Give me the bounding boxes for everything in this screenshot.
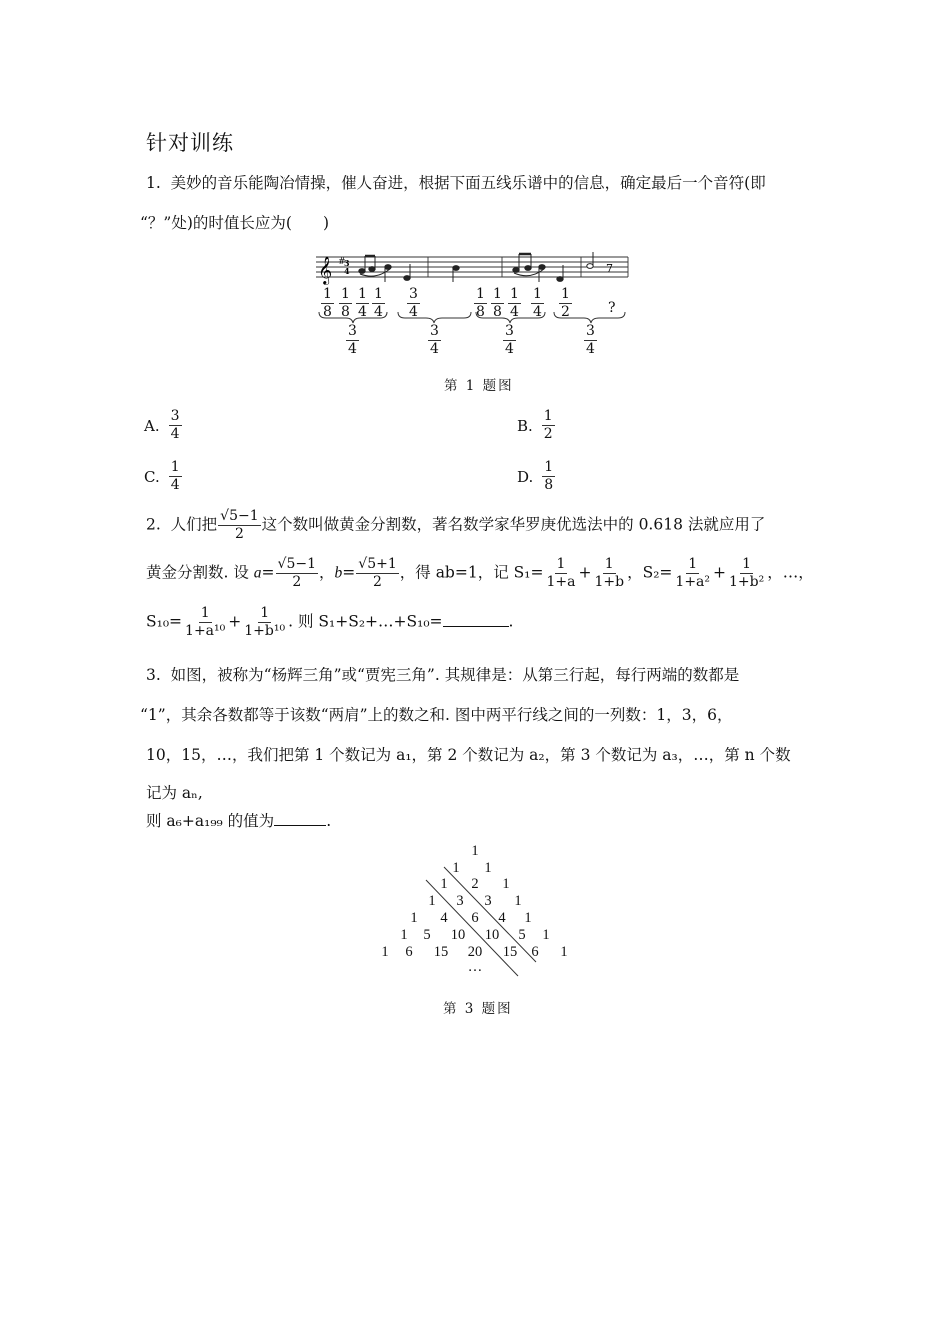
q2-line1	[146, 508, 765, 543]
b-fraction: $\frac{√5+1}{2}$	[358, 556, 397, 590]
svg-text:𝄞: 𝄞	[318, 256, 333, 284]
fraction: $\frac{1}{\text{1+a²}}$	[675, 556, 711, 590]
fraction: $\frac{1}{1+a}$	[546, 556, 576, 590]
q3-line3: 10，15，…，我们把第 1 个数记为 a₁，第 2 个数记为 a₂，第 3 个数记为 a₃，…，第 n 个数	[146, 746, 791, 764]
q2-number: 2.	[146, 515, 161, 534]
option-label: C.	[144, 467, 160, 486]
music-score-image	[316, 252, 630, 286]
option-c[interactable]	[144, 459, 183, 494]
measure-total: $\frac{3}{4}$	[586, 323, 595, 357]
a-fraction: $\frac{√5-1}{2}$	[277, 556, 317, 590]
music-staff	[316, 252, 630, 286]
fraction: $\frac{1}{\text{1+b²}}$	[729, 556, 765, 590]
answer-blank[interactable]	[443, 612, 509, 627]
fraction: $\frac{1}{1+b}$	[594, 556, 625, 590]
note-value: $\frac{1}{4}$	[374, 286, 383, 320]
option-value: $\frac{3}{4}$	[170, 408, 180, 442]
option-a[interactable]	[144, 408, 183, 443]
q3-number: 3.	[146, 666, 161, 684]
note-value: $\frac{1}{4}$	[510, 286, 519, 320]
fraction: $\frac{1}{\text{1+b¹⁰}}$	[244, 605, 286, 639]
q3-line5: 则 a₆+a₁₉₉ 的值为 .	[146, 812, 332, 830]
unknown-note-value: ?	[608, 300, 616, 316]
q2-line3: S₁₀= $\frac{1}{\text{1+a¹⁰}}$ + $\frac{1}{\text{1+b¹⁰}}$ . 则 S₁+S₂+…+S₁₀= .	[146, 605, 514, 639]
parallel-lines	[370, 835, 590, 1020]
q1-number: 1.	[146, 174, 161, 192]
figure-1-caption: 第 1 题图	[444, 378, 514, 394]
q2-text: 黄金分割数. 设	[146, 563, 254, 582]
option-value: $\frac{1}{2}$	[543, 408, 553, 442]
measure-total: $\frac{3}{4}$	[430, 323, 439, 357]
q1-line1	[146, 173, 766, 193]
note-value: $\frac{1}{4}$	[358, 286, 367, 320]
figure-3-caption: 第 3 题图	[443, 1001, 513, 1017]
q2-line2: 黄金分割数. 设 a= $\frac{√5-1}{2}$ ，b= $\frac{√5+1}{2}$ ，得 ab=1，记 S₁= $\frac{1}{1+a}$ + $\frac{1}{1+b}$ ，S₂= $\frac{1}{\text{1+a²}}$ + $\frac{1}{\text{1+b²}}$ ，…，	[146, 556, 814, 590]
q3-line2: “1”，其余各数都等于该数“两肩”上的数之和. 图中两平行线之间的一列数：1，3，6，	[140, 706, 733, 724]
q1-line2: “？”处)的时值长应为( )	[140, 214, 329, 232]
option-label: B.	[517, 416, 533, 435]
measure-total: $\frac{3}{4}$	[348, 323, 357, 357]
section-title: 针对训练	[146, 131, 234, 155]
golden-ratio-fraction: $\frac{√5-1}{2}$	[220, 508, 259, 542]
note-value: $\frac{1}{2}$	[561, 286, 570, 320]
option-b[interactable]	[517, 408, 556, 443]
fraction: $\frac{1}{\text{1+a¹⁰}}$	[185, 605, 226, 639]
q3-text: 如图，被称为“杨辉三角”或“贾宪三角”. 其规律是：从第三行起，每行两端的数都是	[170, 666, 740, 684]
q3-text: 则 a₆+a₁₉₉ 的值为	[146, 812, 275, 830]
note-value: $\frac{1}{8}$	[476, 286, 485, 320]
note-value: $\frac{1}{4}$	[533, 286, 542, 320]
q2-text: 人们把	[170, 515, 218, 534]
measure-total: $\frac{3}{4}$	[505, 323, 514, 357]
svg-text:#: #	[338, 257, 346, 267]
option-label: D.	[517, 467, 534, 486]
option-d[interactable]	[517, 459, 556, 494]
q2-text: 这个数叫做黄金分割数，著名数学家华罗庚优选法中的 0.618 法就应用了	[261, 515, 766, 534]
svg-text:4: 4	[344, 266, 350, 276]
option-label: A.	[144, 416, 160, 435]
svg-text:3: 3	[344, 258, 350, 268]
q2-text: 得 ab=1，记	[415, 563, 514, 582]
q1-text-1: 美妙的音乐能陶冶情操，催人奋进，根据下面五线乐谱中的信息，确定最后一个音符(即	[170, 174, 766, 192]
note-value: $\frac{1}{8}$	[323, 286, 332, 320]
note-value: $\frac{1}{8}$	[493, 286, 502, 320]
note-value: $\frac{3}{4}$	[409, 286, 418, 320]
option-value: $\frac{1}{8}$	[544, 459, 554, 493]
option-value: $\frac{1}{4}$	[170, 459, 180, 493]
measure-braces	[316, 310, 630, 324]
q3-line4: 记为 aₙ,	[146, 784, 203, 802]
note-value: $\frac{1}{8}$	[341, 286, 350, 320]
q3-line1	[146, 665, 739, 685]
answer-blank[interactable]	[274, 811, 326, 826]
svg-text:7: 7	[606, 262, 613, 275]
q2-text: . 则 S₁+S₂+…+S₁₀=	[288, 612, 443, 631]
